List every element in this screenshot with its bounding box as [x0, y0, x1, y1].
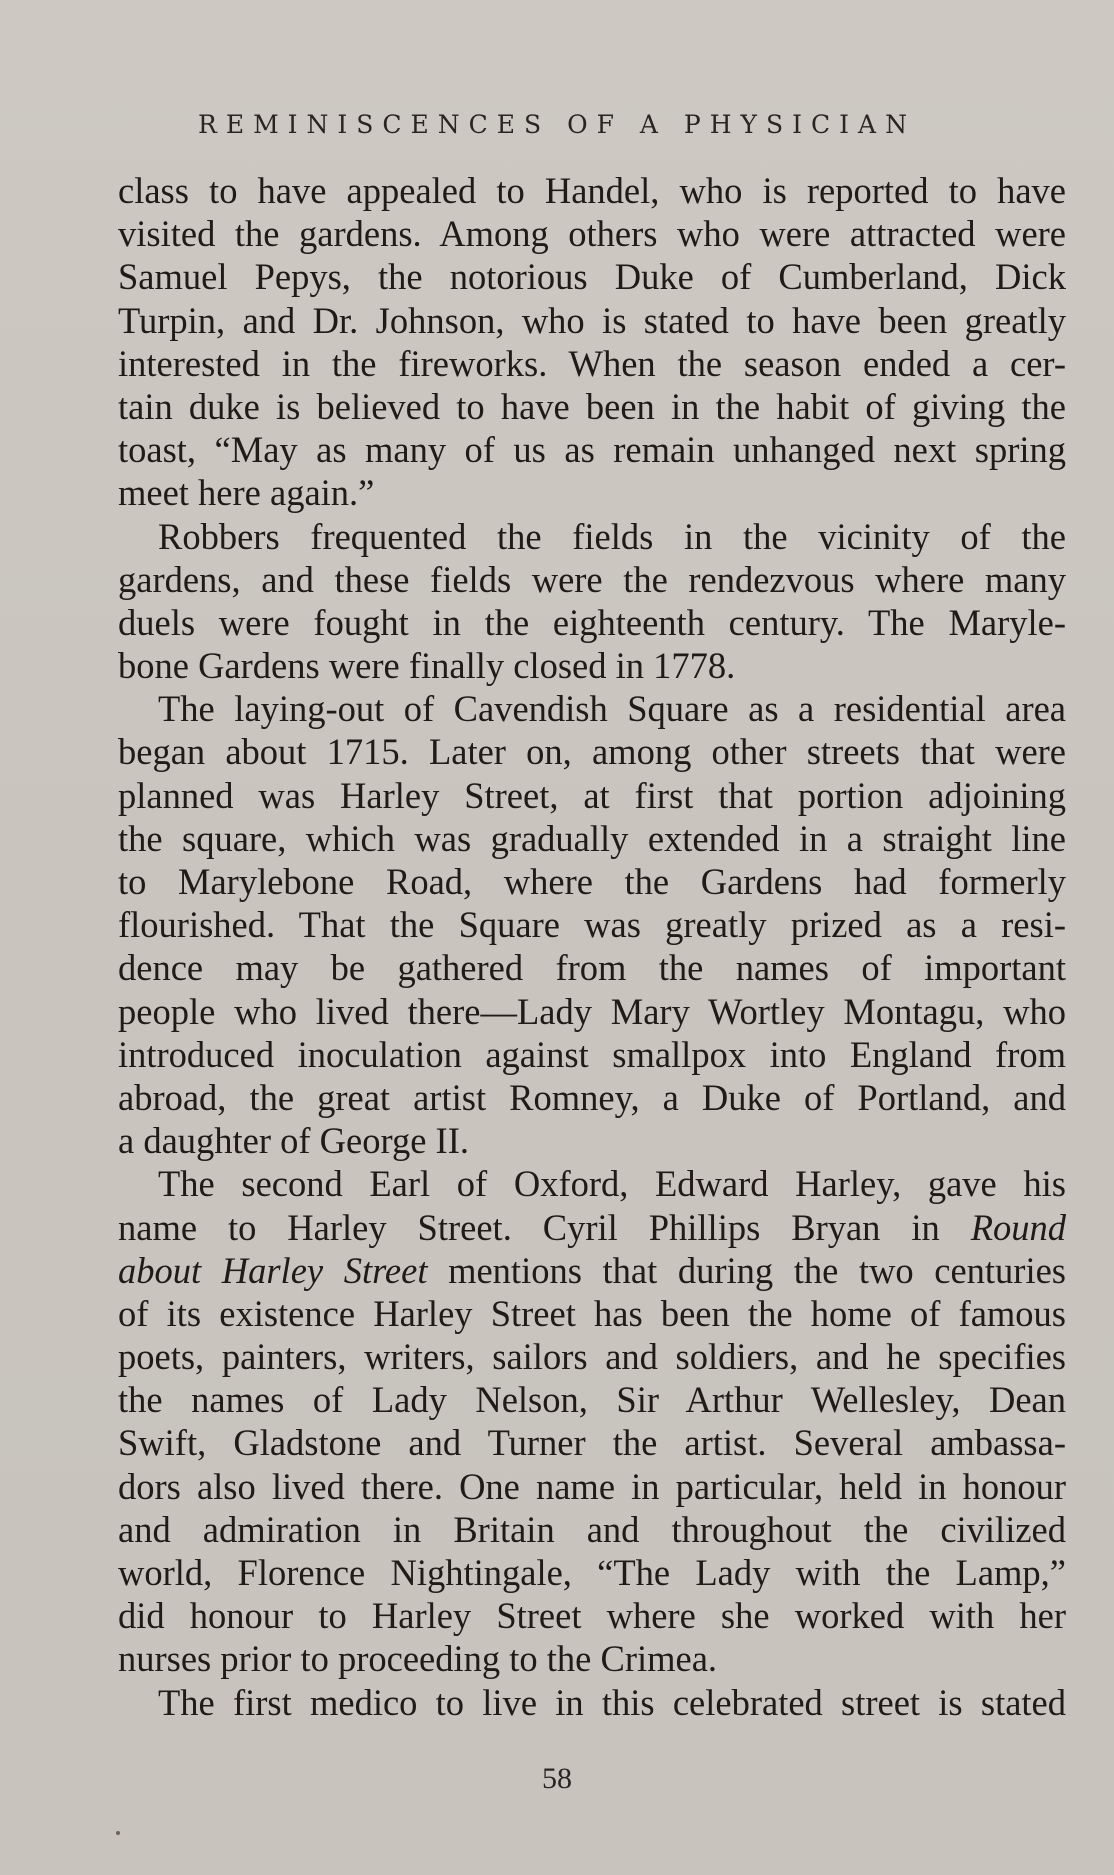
text-line: began about 1715. Later on, among other streets that were — [118, 731, 1066, 773]
text-line — [118, 1206, 1066, 1249]
text-segment: name to Harley Street. Cyril Phillips Bryan in — [118, 1206, 940, 1248]
text-line: gardens, and these fields were the rendezvous where many — [118, 558, 1066, 600]
text-line: world, Florence Nightingale, “The Lady with the Lamp,” — [118, 1552, 1066, 1593]
book-title-italic: about Harley Street — [118, 1249, 428, 1291]
running-head: REMINISCENCES OF A PHYSICIAN — [198, 110, 916, 139]
paper-speck — [116, 1831, 120, 1835]
text-line: Turpin, and Dr. Johnson, who is stated to have been greatly — [118, 299, 1066, 341]
text-line: a daughter of George II. — [118, 1120, 469, 1162]
page-number: 58 — [542, 1762, 572, 1795]
text-line: and admiration in Britain and throughout the civilized — [118, 1508, 1066, 1550]
text-line: to Marylebone Road, where the Gardens had formerly — [118, 861, 1066, 902]
text-line: did honour to Harley Street where she worked with her — [118, 1595, 1066, 1637]
text-line: Samuel Pepys, the notorious Duke of Cumberland, Dick — [118, 256, 1066, 298]
text-line: interested in the fireworks. When the season ended a cer- — [118, 342, 1066, 384]
text-line: nurses prior to proceeding to the Crimea. — [118, 1638, 718, 1680]
text-line: visited the gardens. Among others who were attracted were — [118, 213, 1066, 255]
text-line: people who lived there—Lady Mary Wortley Montagu, who — [118, 990, 1066, 1032]
text-line: duels were fought in the eighteenth century. The Maryle- — [118, 601, 1066, 643]
text-line: the square, which was gradually extended in a straight line — [118, 817, 1066, 859]
text-line: introduced inoculation against smallpox into England from — [118, 1033, 1066, 1075]
text-line: planned was Harley Street, at first that portion adjoining — [118, 774, 1066, 816]
text-line: the names of Lady Nelson, Sir Arthur Wellesley, Dean — [118, 1379, 1066, 1421]
text-line: The laying-out of Cavendish Square as a residential area — [158, 688, 1066, 730]
text-line: dence may be gathered from the names of important — [118, 947, 1066, 989]
text-line: toast, “May as many of us as remain unhanged next spring — [118, 429, 1066, 471]
text-line: class to have appealed to Handel, who is reported to have — [118, 170, 1066, 211]
text-line — [118, 1249, 1066, 1292]
text-line: abroad, the great artist Romney, a Duke of Portland, and — [118, 1076, 1066, 1118]
book-title-italic: Round — [970, 1206, 1066, 1248]
text-line: Swift, Gladstone and Turner the artist. Several ambassa- — [118, 1422, 1066, 1464]
body-text — [118, 169, 1066, 1724]
text-line: Robbers frequented the fields in the vicinity of the — [158, 515, 1066, 557]
text-line: tain duke is believed to have been in the habit of giving the — [118, 385, 1066, 427]
text-line: flourished. That the Square was greatly prized as a resi- — [118, 904, 1066, 946]
text-line: The second Earl of Oxford, Edward Harley, gave his — [158, 1163, 1066, 1205]
text-line: The first medico to live in this celebrated street is stated — [158, 1681, 1066, 1723]
text-line: poets, painters, writers, sailors and soldiers, and he specifies — [118, 1336, 1066, 1378]
text-line: of its existence Harley Street has been the home of famous — [118, 1292, 1066, 1334]
text-line: meet here again.” — [118, 472, 375, 514]
text-line: bone Gardens were finally closed in 1778. — [118, 645, 736, 687]
text-segment: mentions that during the two centuries — [448, 1249, 1067, 1291]
text-line: dors also lived there. One name in particular, held in honour — [118, 1465, 1066, 1507]
